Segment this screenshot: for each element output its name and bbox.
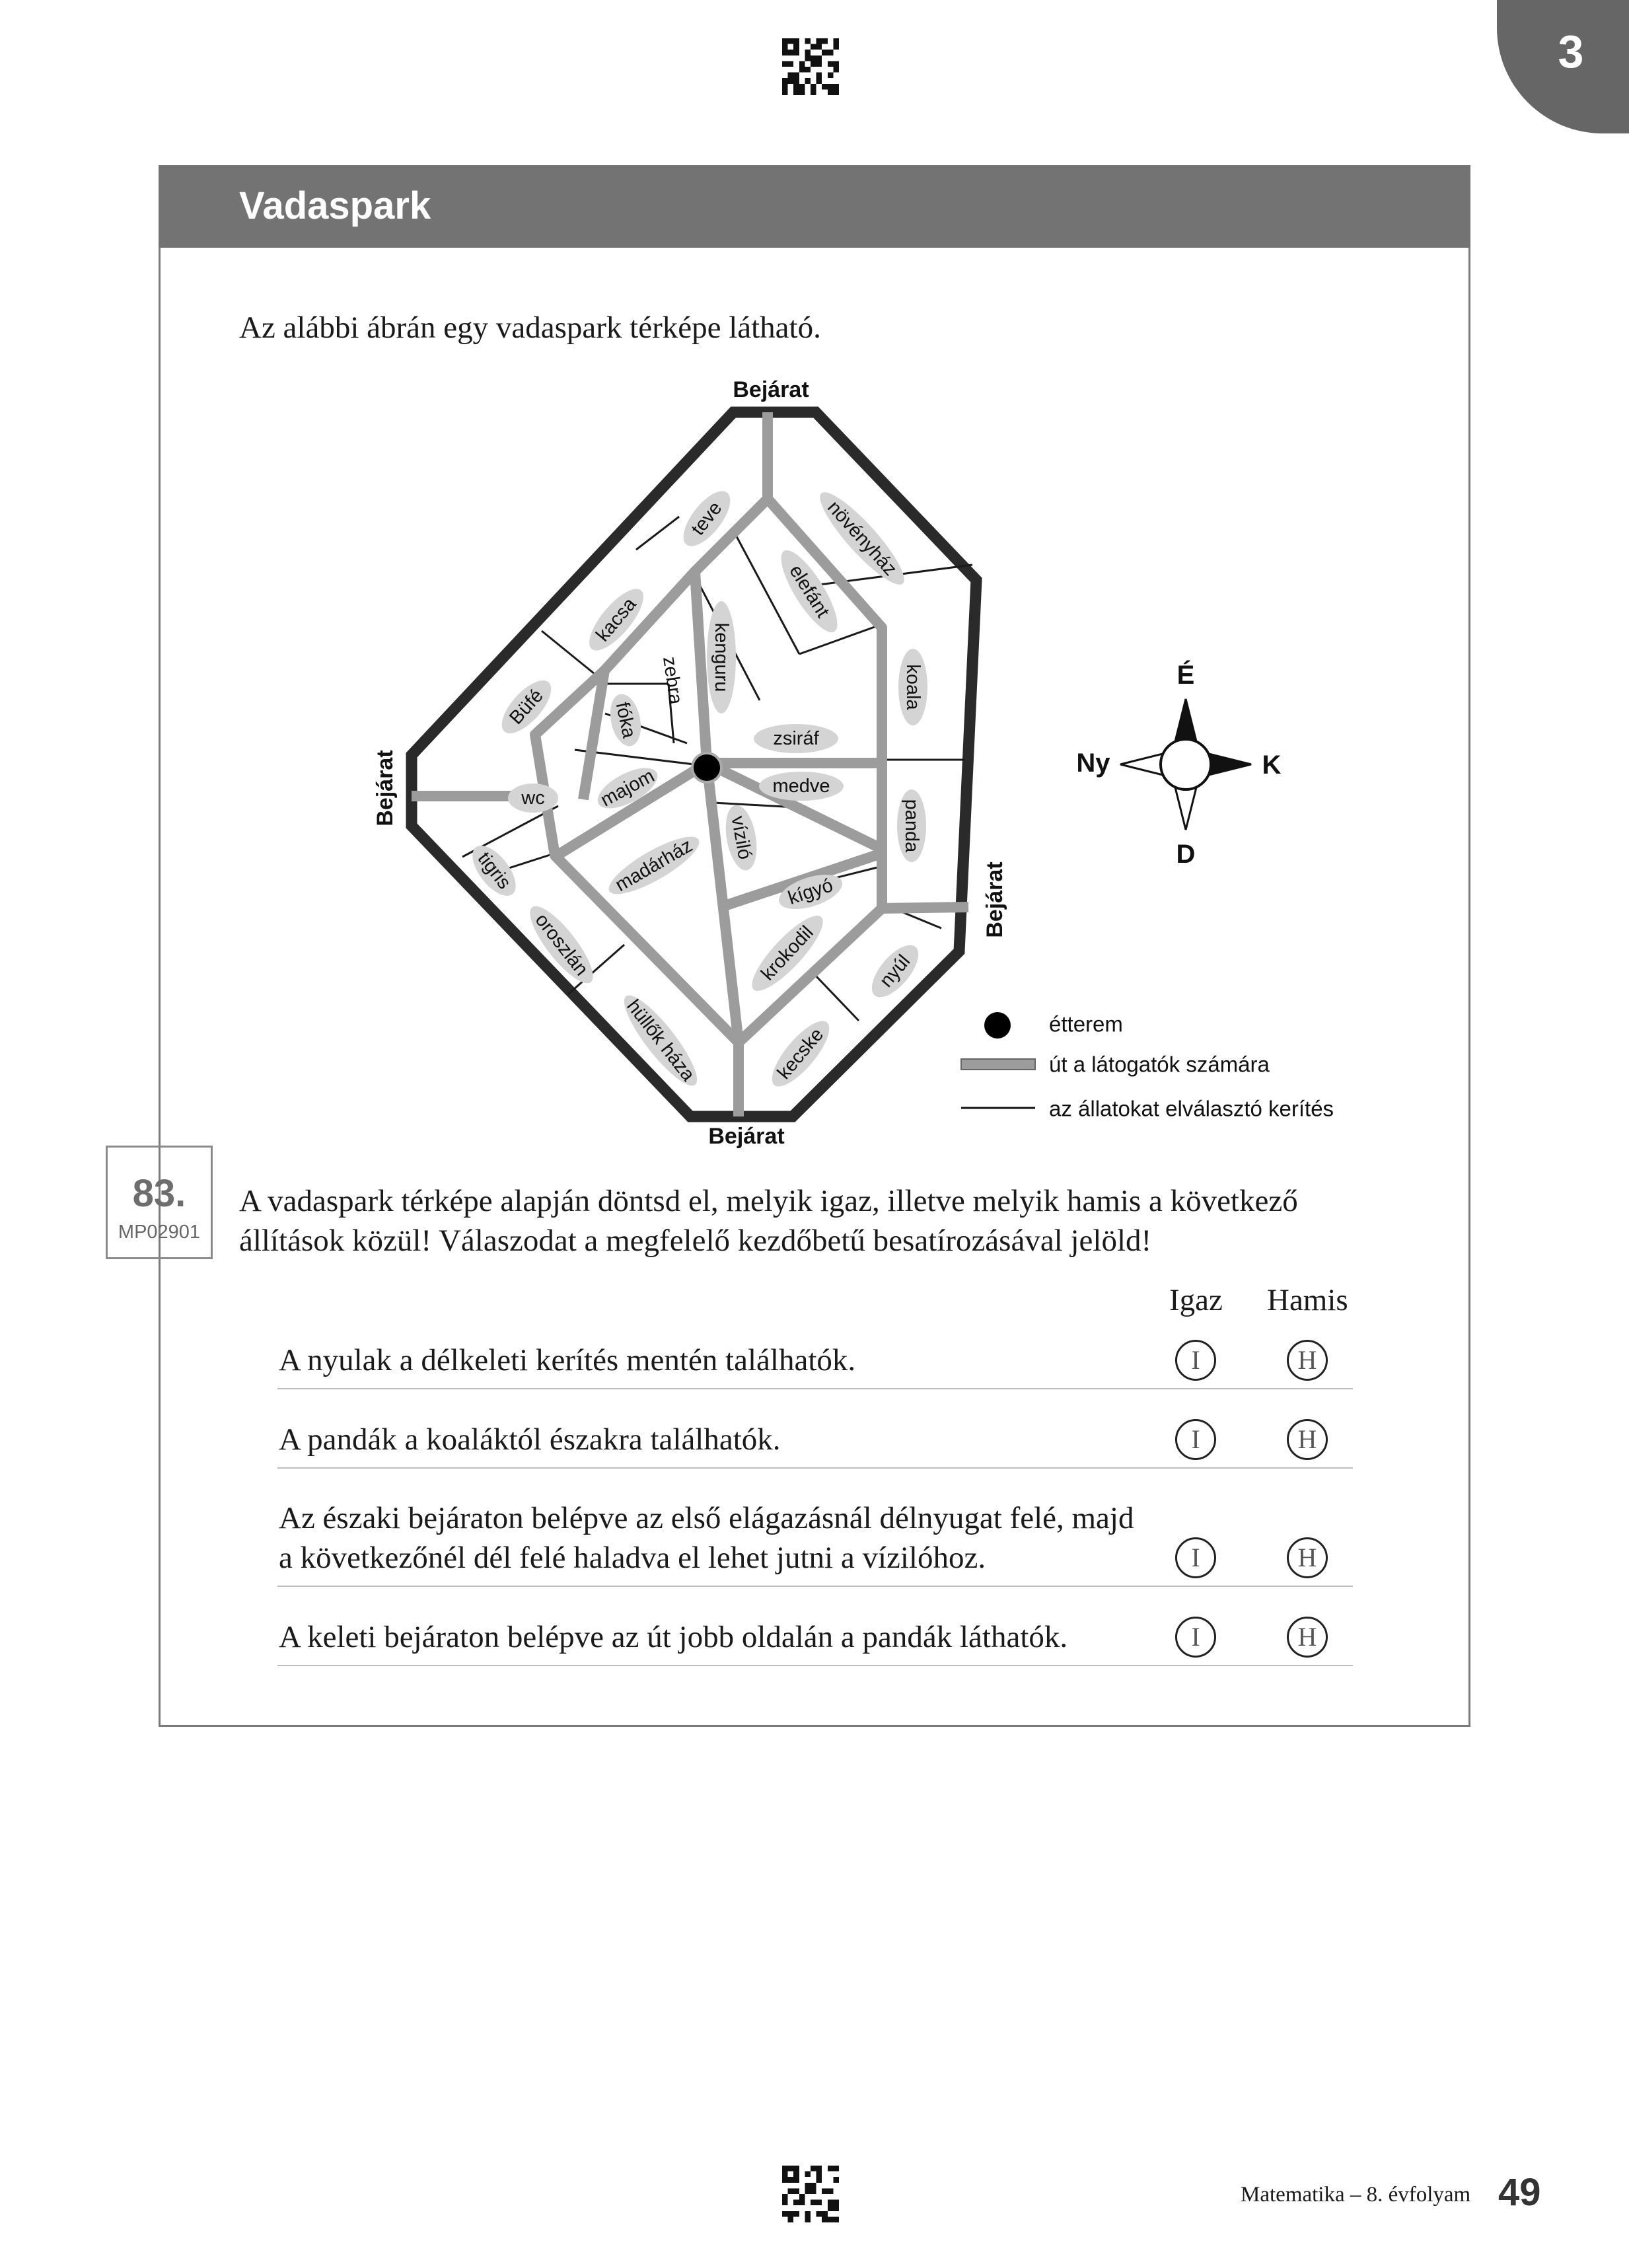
- question-number: 83.: [132, 1172, 186, 1215]
- statement-3-false-option[interactable]: H: [1287, 1537, 1328, 1578]
- statement-2-true-option[interactable]: I: [1175, 1419, 1216, 1460]
- statement-3-true-option[interactable]: I: [1175, 1537, 1216, 1578]
- compass-icon: [1120, 699, 1251, 830]
- entrance-south: Bejárat: [708, 1124, 785, 1149]
- animal-zsiraf: zsiráf: [773, 728, 819, 749]
- statement-4: A keleti bejáraton belépve az út jobb oldalán a pandák láthatók.: [279, 1620, 1068, 1654]
- animal-teve: teve: [687, 497, 727, 540]
- footer-subject-label: Matematika – 8. évfolyam: [1241, 2183, 1471, 2207]
- animal-tigris: tigris: [473, 848, 515, 893]
- task-title: Vadaspark: [239, 184, 431, 227]
- animal-madarhaz: madárház: [612, 834, 696, 896]
- animal-vizilo: víziló: [727, 814, 756, 861]
- zoo-map: [357, 363, 1367, 1156]
- animal-zebra: zebra: [659, 655, 686, 706]
- animal-hullok-haza: hüllők háza: [622, 996, 699, 1085]
- statement-1: A nyulak a délkeleti kerítés mentén találhatók.: [279, 1343, 856, 1377]
- animal-bufe: Büfé: [505, 685, 548, 729]
- statement-4-false-option[interactable]: H: [1287, 1617, 1328, 1658]
- animal-krokodil: krokodil: [757, 922, 818, 985]
- animal-nyul: nyúl: [875, 951, 915, 992]
- statement-1-true-option[interactable]: I: [1175, 1340, 1216, 1381]
- legend-path-icon: [961, 1059, 1035, 1070]
- entrance-north: Bejárat: [733, 377, 809, 402]
- qr-code-bottom: [782, 2164, 839, 2224]
- animal-panda: panda: [901, 799, 922, 853]
- compass-west-label: Ny: [1076, 749, 1110, 778]
- compass-east-label: K: [1262, 750, 1282, 780]
- animal-kacsa: kacsa: [592, 593, 641, 646]
- compass-south-label: D: [1176, 840, 1196, 869]
- legend-fence-label: az állatokat elválasztó kerítés: [1049, 1096, 1334, 1121]
- animal-oroszlan: oroszlán: [530, 909, 593, 980]
- compass-north-label: É: [1176, 661, 1195, 690]
- statement-3: Az északi bejáraton belépve az első elágazásnál délnyugat felé, majd a következőnél dél felé haladva el lehet jutni a vízilóhoz.: [279, 1501, 1134, 1575]
- animal-koala: koala: [902, 664, 923, 710]
- map-legend: [961, 1012, 1334, 1121]
- legend-path-label: út a látogatók számára: [1049, 1052, 1270, 1077]
- animal-elefant: elefánt: [785, 561, 834, 622]
- row-divider: [277, 1467, 1353, 1469]
- qr-code-top: [782, 37, 839, 96]
- animal-novenyhaz: növényház: [823, 497, 901, 580]
- column-header-false: Hamis: [1267, 1283, 1348, 1317]
- animal-foka: fóka: [611, 700, 640, 741]
- entrance-east: Bejárat: [982, 861, 1007, 938]
- statement-2: A pandák a koaláktól északra találhatók.: [279, 1422, 781, 1457]
- footer-page-number: 49: [1498, 2171, 1541, 2214]
- restaurant-marker: [692, 753, 721, 782]
- animal-kenguru: kenguru: [711, 622, 732, 692]
- legend-restaurant-label: étterem: [1049, 1011, 1123, 1037]
- animal-majom: majom: [597, 765, 658, 811]
- animal-medve: medve: [772, 776, 830, 797]
- legend-restaurant-icon: [984, 1012, 1011, 1039]
- chapter-number: 3: [1558, 26, 1584, 77]
- statement-2-false-option[interactable]: H: [1287, 1419, 1328, 1460]
- intro-text: Az alábbi ábrán egy vadaspark térképe látható.: [239, 311, 821, 345]
- row-divider: [277, 1665, 1353, 1666]
- row-divider: [277, 1388, 1353, 1389]
- statement-4-true-option[interactable]: I: [1175, 1617, 1216, 1658]
- statement-1-false-option[interactable]: H: [1287, 1340, 1328, 1381]
- animal-wc: wc: [521, 787, 545, 809]
- row-divider: [277, 1586, 1353, 1587]
- question-prompt: A vadaspark térképe alapján döntsd el, melyik igaz, illetve melyik hamis a következő állítások közül! Válaszodat a megfelelő kezdőbetű besatírozásával jelöld!: [239, 1184, 1298, 1258]
- animal-kigyo: kígyó: [785, 875, 836, 909]
- column-header-true: Igaz: [1169, 1283, 1223, 1317]
- animal-kecske: kecske: [773, 1024, 828, 1083]
- entrance-west: Bejárat: [373, 750, 398, 826]
- question-code: MP02901: [118, 1222, 201, 1243]
